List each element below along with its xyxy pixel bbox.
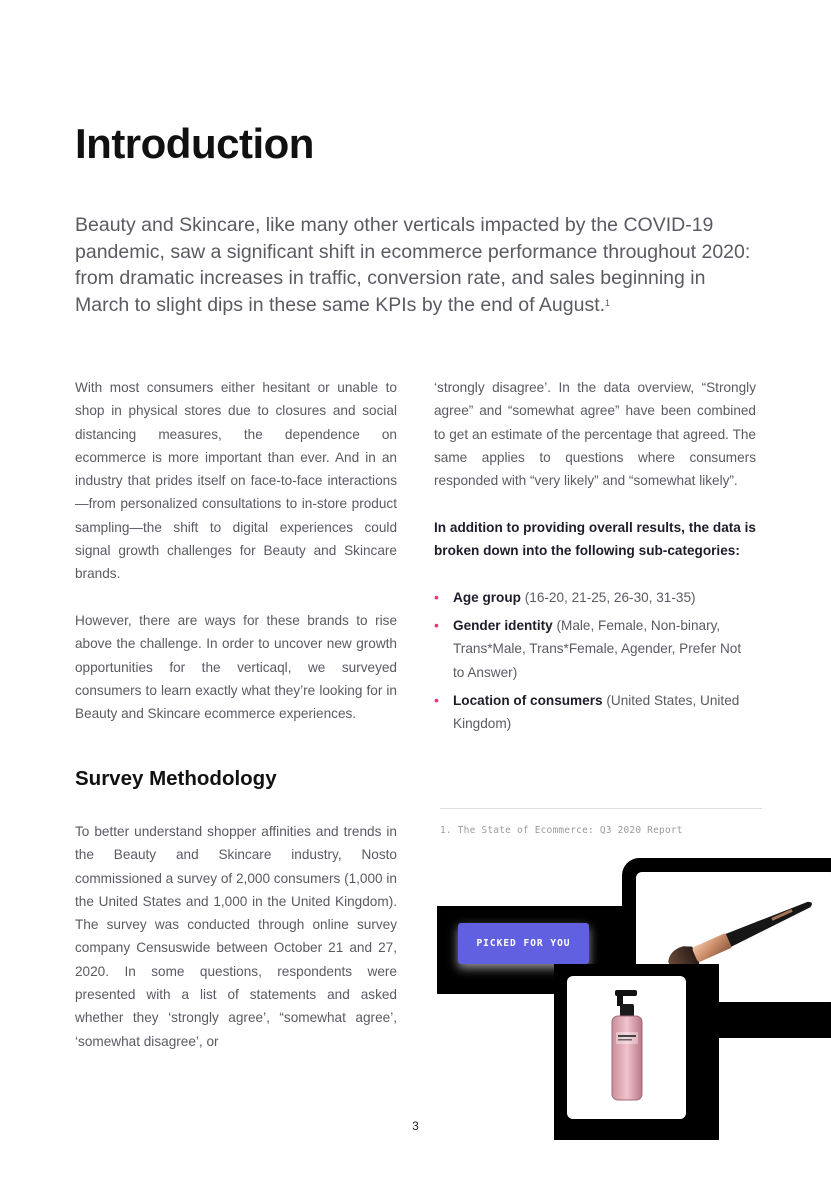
- intro-paragraph-1: With most consumers either hesitant or unable to shop in physical stores due to closures and social distancing measures, the dependence on ecommerce is more important than ever. And in an industry that prides itself on face-to-face interactions—from personalized consultations to in-store product sampling—the shift to digital experiences could signal growth challenges for Beauty and Skincare brands.: [75, 380, 397, 582]
- bullet-icon: •: [434, 588, 439, 605]
- footnote-divider: [440, 808, 762, 809]
- category-label: Gender identity: [453, 617, 553, 633]
- intro-paragraph-2: However, there are ways for these brands to rise above the challenge. In order to uncover new growth opportunities for the verticaql, we surveyed consumers to learn exactly what they’re looking for in Beauty and Skincare ecommerce experiences.: [75, 612, 397, 722]
- list-item: [434, 614, 756, 684]
- footnote-ref[interactable]: 1: [605, 297, 611, 308]
- lead-paragraph: [75, 212, 761, 318]
- list-item: [434, 689, 756, 736]
- subcategories-intro: In addition to providing overall results, the data is broken down into the following sub-categories:: [434, 519, 756, 559]
- data-overview-paragraph: ‘strongly disagree’. In the data overview, “Strongly agree” and “somewhat agree” have been combined to get an estimate of the percentage that agreed. The same applies to questions where consumers responded with “very likely” and “somewhat likely”.: [434, 380, 756, 489]
- category-label: Location of consumers: [453, 692, 603, 708]
- lead-text: Beauty and Skincare, like many other verticals impacted by the COVID-19 pandemic, saw a significant shift in ecommerce performance throughout 2020: from dramatic increases in traffic, conversion rate, and sales beginning in March to slight dips in these same KPIs by the end of August.: [75, 214, 751, 316]
- footnote: 1. The State of Ecommerce: Q3 2020 Report: [440, 825, 683, 836]
- section-heading: Survey Methodology: [75, 767, 277, 790]
- category-label: Age group: [453, 589, 521, 605]
- page-title: Introduction: [75, 120, 314, 167]
- cleanser-bottle-icon: [567, 976, 686, 1119]
- category-detail: (United States, United Kingdom): [453, 692, 740, 732]
- bullet-icon: •: [434, 616, 439, 633]
- bullet-icon: •: [434, 691, 439, 708]
- list-item: [434, 586, 756, 609]
- left-column: [75, 376, 397, 749]
- methodology-paragraph: To better understand shopper affinities and trends in the Beauty and Skincare industry, Nosto commissioned a survey of 2,000 consumers (1,000 in the United States and 1,000 in the United Kingdom). The survey was conducted through online survey company Censuswide between October 21 and 27, 2020. In some questions, respondents were presented with a list of statements and asked whether they ‘strongly agree’, “somewhat agree’, ‘somewhat disagree’, or: [75, 824, 397, 1049]
- category-detail: (16-20, 21-25, 26-30, 31-35): [524, 589, 696, 605]
- subcategory-list: [434, 586, 756, 736]
- picked-for-you-button[interactable]: PICKED FOR YOU: [458, 923, 589, 964]
- category-detail: (Male, Female, Non-binary, Trans*Male, Trans*Female, Agender, Prefer Not to Answer): [453, 617, 742, 680]
- page-number: 3: [412, 1119, 419, 1133]
- bottle-product-card: [567, 976, 686, 1119]
- right-column: [434, 376, 756, 740]
